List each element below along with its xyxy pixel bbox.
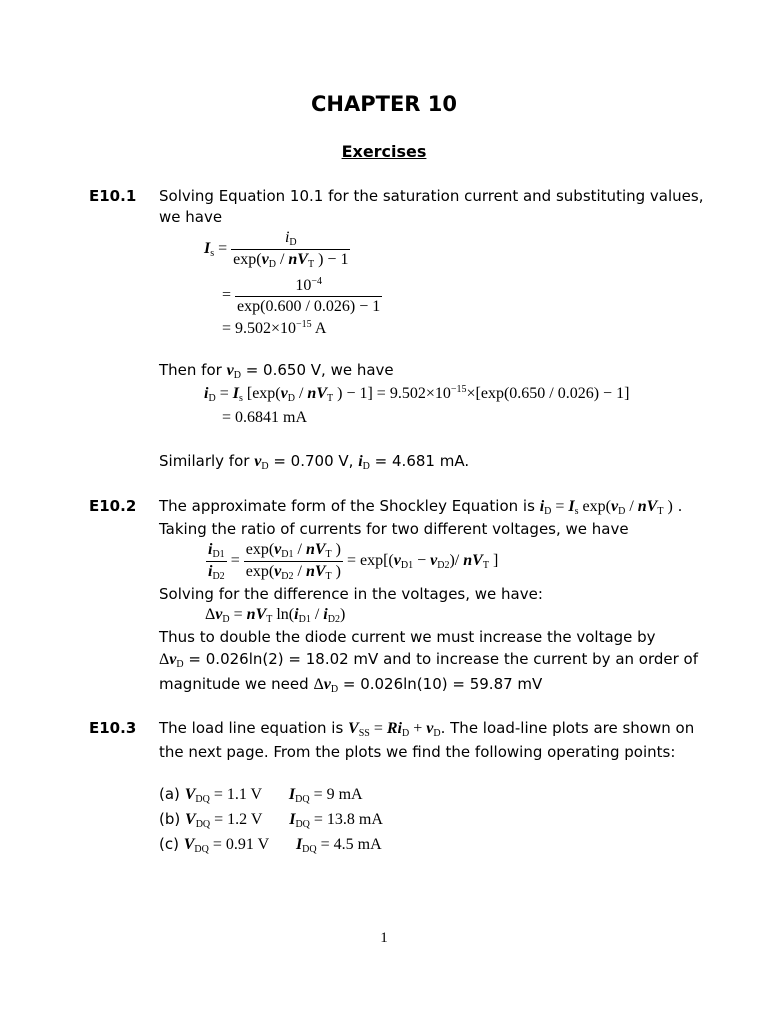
e10-3-text-line2: the next page. From the plots we find the following operating points: bbox=[159, 743, 676, 761]
exercise-label-e10-1: E10.1 bbox=[89, 187, 137, 205]
exercise-label-e10-3: E10.3 bbox=[89, 719, 137, 737]
e10-1-equation-id-result: = 0.6841 mA bbox=[222, 409, 308, 426]
e10-1-equation-is: $I_s$ = $\frac{i_D}{\exp(v_D / nV_T ) - 1}$ bbox=[204, 229, 349, 270]
e10-2-equation-delta: $\Delta v_D = nV_T$ $\ln(i_{D1} / i_{D2})$ bbox=[205, 606, 346, 625]
fraction: $\frac{i_D}{\exp(v_D / nV_T ) - 1}$ bbox=[233, 229, 349, 270]
e10-2-equation-ratio: $\frac{i_{D1}}{i_{D2}}$ = $\frac{\exp(v_{D1} / nV_T )}{\exp(v_{D2} / nV_T )}$ = $\exp[(v_{D1} - v_{D2})/$ $nV_T$ ] bbox=[208, 541, 499, 582]
e10-2-text-line6: magnitude we need $\Delta v_D = 0.026\ln(10) = 59.87$ mV bbox=[159, 675, 543, 695]
exercise-label-e10-2: E10.2 bbox=[89, 497, 137, 515]
page-number: 1 bbox=[380, 930, 388, 946]
e10-1-then-line: Then for $v_D = 0.650$ V, we have bbox=[159, 361, 394, 381]
e10-1-text-line1: Solving Equation 10.1 for the saturation current and substituting values, bbox=[159, 187, 704, 205]
e10-1-equation-substituted: = $\frac{10^{-4}}{\exp(0.600 / 0.026) - 1}$ bbox=[222, 276, 381, 315]
section-title: Exercises bbox=[341, 142, 427, 161]
e10-2-text-line5: $\Delta v_D = 0.026\ln(2) = 18.02$ mV and to increase the current by an order of bbox=[159, 650, 699, 670]
e10-1-equation-result: = $9.502\times 10^{-15}$ A bbox=[222, 319, 327, 337]
fraction: $\frac{i_{D1}}{i_{D2}}$ bbox=[208, 541, 225, 582]
fraction: $\frac{\exp(v_{D1} / nV_T )}{\exp(v_{D2} / nV_T )}$ bbox=[245, 541, 341, 582]
e10-2-text-line1: The approximate form of the Shockley Equation is $i_D = I_s$ $\exp(v_D / nV_T$ ) . bbox=[159, 497, 683, 517]
fraction: $\frac{10^{-4}}{\exp(0.600 / 0.026) - 1}$ bbox=[237, 276, 381, 315]
e10-1-text-line2: we have bbox=[159, 208, 223, 226]
e10-2-text-line2: Taking the ratio of currents for two different voltages, we have bbox=[159, 520, 629, 538]
operating-point-c: (c) $V_{DQ} = 0.91$ V $I_{DQ} = 4.5$ mA bbox=[159, 835, 382, 855]
e10-1-similarly-line: Similarly for $v_D = 0.700$ V, $i_D = 4.681$ mA. bbox=[159, 452, 470, 472]
e10-2-text-line3: Solving for the difference in the voltages, we have: bbox=[159, 585, 543, 603]
e10-2-text-line4: Thus to double the diode current we must increase the voltage by bbox=[159, 628, 656, 646]
e10-1-equation-id: $i_D = I_s$ [$\exp(v_D / nV_T$ ) − $1] = 9.502\times 10^{-15}\times[\exp(0.650 / 0.026) - 1]$ bbox=[204, 384, 630, 404]
operating-point-a: (a) $V_{DQ} = 1.1$ V $I_{DQ} = 9$ mA bbox=[159, 785, 363, 805]
e10-3-text-line1: The load line equation is $V_{SS} = Ri_D + v_D$. The load-line plots are shown on bbox=[159, 719, 695, 739]
chapter-title: CHAPTER 10 bbox=[310, 92, 457, 116]
operating-point-b: (b) $V_{DQ} = 1.2$ V $I_{DQ} = 13.8$ mA bbox=[159, 810, 383, 830]
